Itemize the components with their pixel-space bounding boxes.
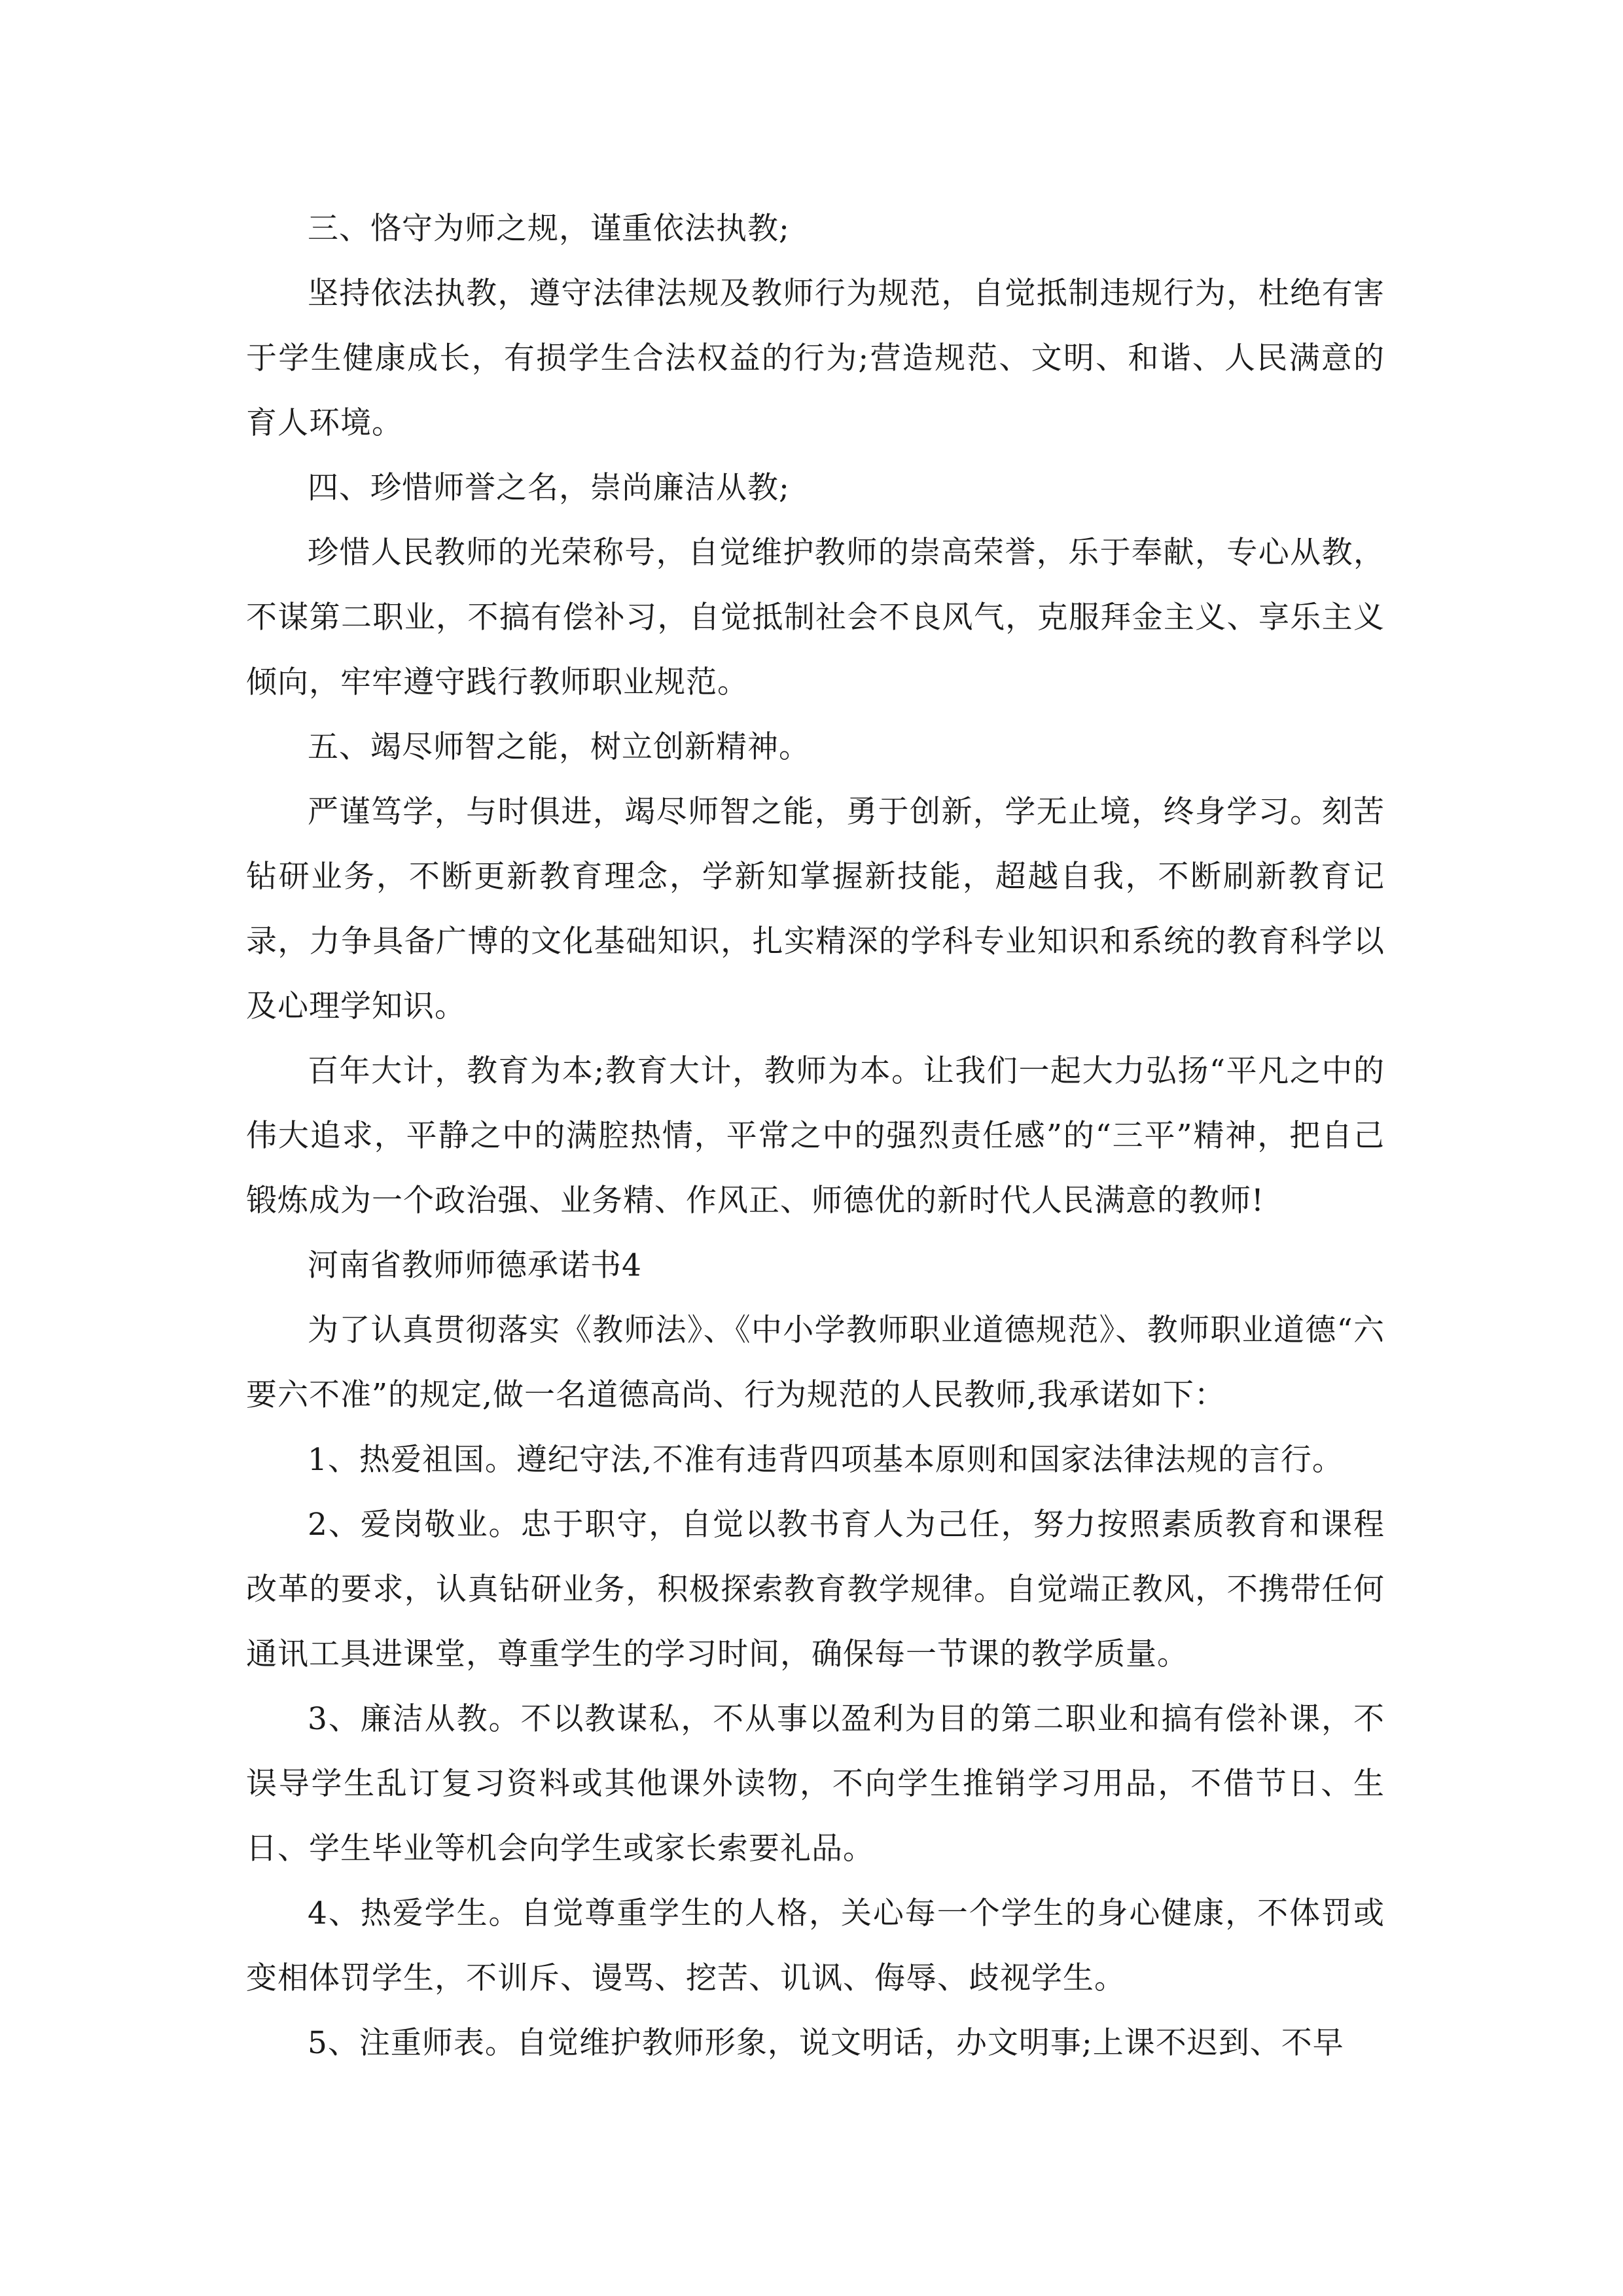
paragraph-heading-3: 三、恪守为师之规，谨重依法执教; <box>308 211 790 247</box>
paragraph: 坚持依法执教，遵守法律法规及教师行为规范，自觉抵制违规行为，杜绝有害于学生健康成长，有损学生合法权益的行为;营造规范、文明、和谐、人民满意的育人环境。 <box>246 276 1385 441</box>
list-item: 4、热爱学生。自觉尊重学生的人格，关心每一个学生的身心健康，不体罚或变相体罚学生，不训斥、谩骂、挖苦、讥讽、侮辱、歧视学生。 <box>246 1895 1385 1996</box>
paragraph-heading-5: 五、竭尽师智之能，树立创新精神。 <box>308 729 810 765</box>
list-item: 5、注重师表。自觉维护教师形象，说文明话，办文明事;上课不迟到、不早 <box>308 2025 1344 2061</box>
list-item: 2、爱岗敬业。忠于职守，自觉以教书育人为己任，努力按照素质教育和课程改革的要求，认真钻研业务，积极探索教育教学规律。自觉端正教风，不携带任何通讯工具进课堂，尊重学生的学习时间，确保每一节课的教学质量。 <box>246 1507 1385 1672</box>
document-subtitle: 河南省教师师德承诺书4 <box>308 1247 642 1283</box>
paragraph: 为了认真贯彻落实《教师法》、《中小学教师职业道德规范》、教师职业道德“六要六不准”的规定,做一名道德高尚、行为规范的人民教师,我承诺如下： <box>246 1312 1385 1413</box>
list-item: 3、廉洁从教。不以教谋私，不从事以盈利为目的第二职业和搞有偿补课，不误导学生乱订复习资料或其他课外读物，不向学生推销学习用品，不借节日、生日、学生毕业等机会向学生或家长索要礼品。 <box>246 1701 1385 1867</box>
paragraph-heading-4: 四、珍惜师誉之名，崇尚廉洁从教; <box>308 470 790 506</box>
paragraph: 珍惜人民教师的光荣称号，自觉维护教师的崇高荣誉，乐于奉献，专心从教，不谋第二职业，不搞有偿补习，自觉抵制社会不良风气，克服拜金主义、享乐主义倾向，牢牢遵守践行教师职业规范。 <box>246 535 1385 700</box>
paragraph: 百年大计，教育为本;教育大计，教师为本。让我们一起大力弘扬“平凡之中的伟大追求，平静之中的满腔热情，平常之中的强烈责任感”的“三平”精神，把自己锻炼成为一个政治强、业务精、作风正、师德优的新时代人民满意的教师! <box>246 1053 1385 1219</box>
paragraph: 严谨笃学，与时俱进，竭尽师智之能，勇于创新，学无止境，终身学习。刻苦钻研业务，不断更新教育理念，学新知掌握新技能，超越自我，不断刷新教育记录，力争具备广博的文化基础知识，扎实精深的学科专业知识和系统的教育科学以及心理学知识。 <box>246 794 1385 1024</box>
list-item: 1、热爱祖国。遵纪守法,不准有违背四项基本原则和国家法律法规的言行。 <box>308 1442 1344 1478</box>
document-body <box>246 196 1385 2075</box>
